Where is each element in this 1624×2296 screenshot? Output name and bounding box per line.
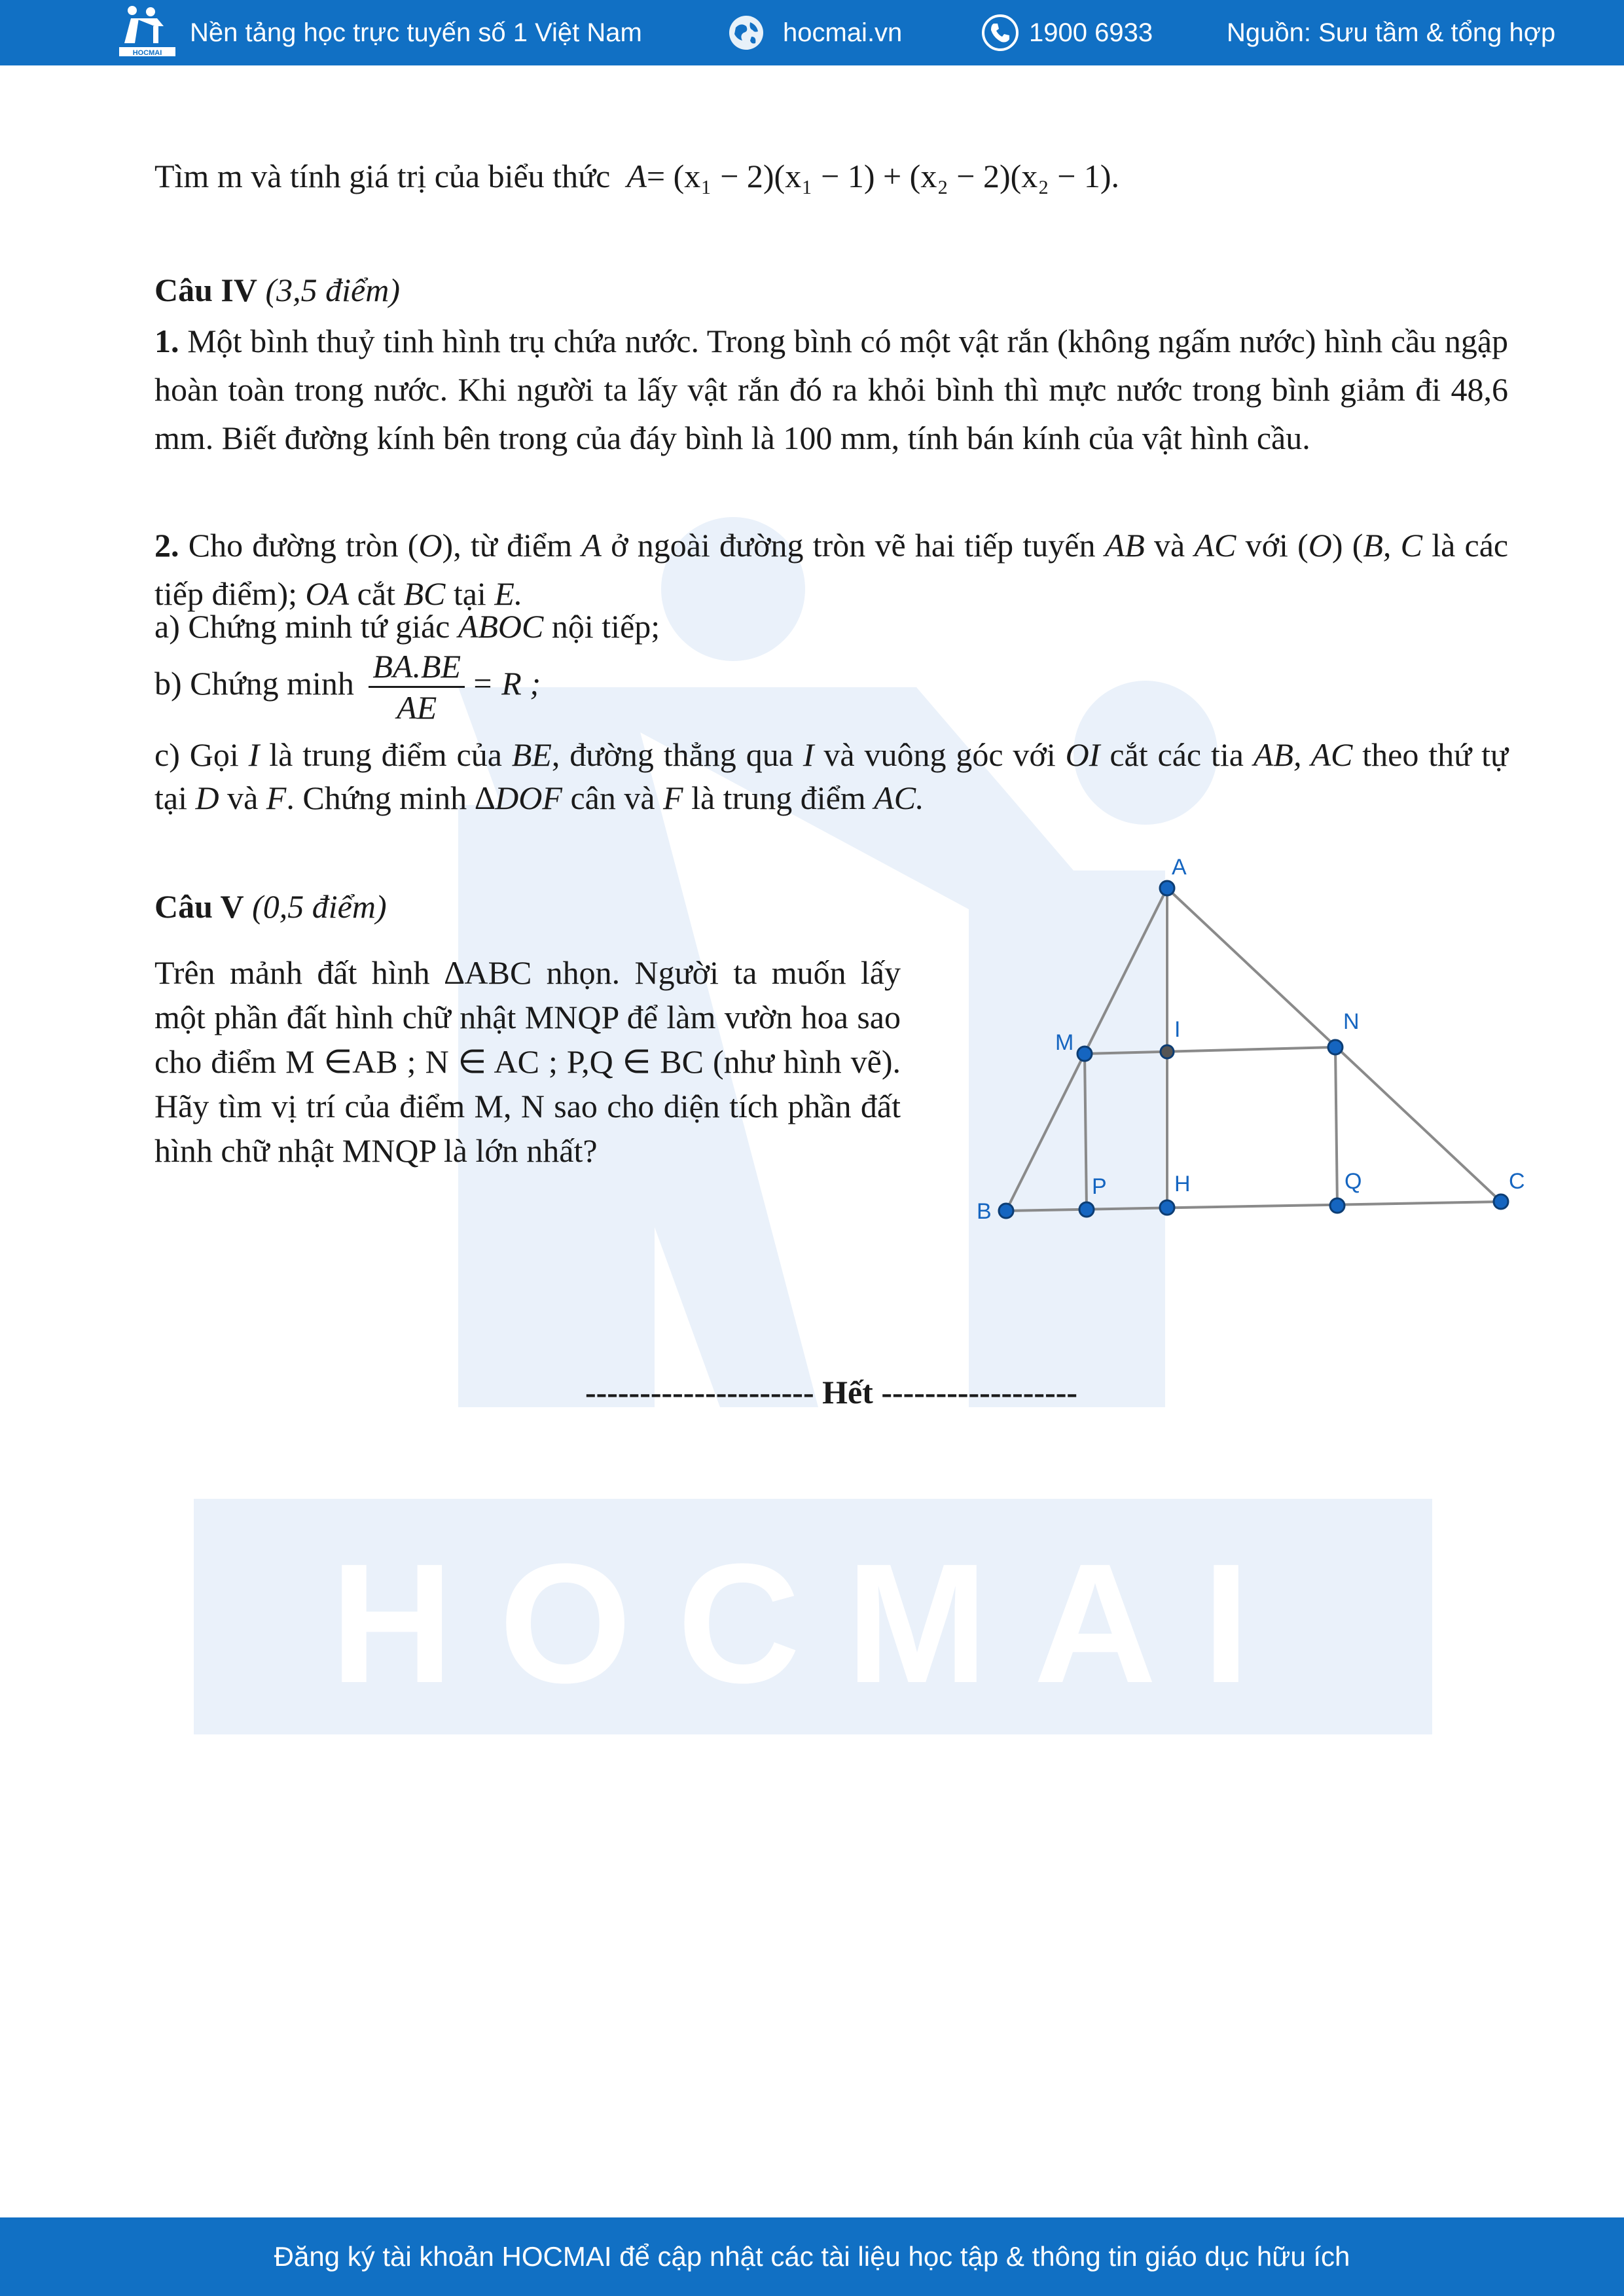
q4-c-var: F — [663, 780, 683, 816]
point-n — [1328, 1040, 1343, 1054]
intro-text: Tìm m và tính giá trị của biểu thức — [154, 158, 611, 194]
q5-title: Câu V — [154, 888, 244, 925]
phone-icon — [981, 13, 1020, 52]
watermark-text: HOCMAI — [330, 1529, 1296, 1719]
q4-p2-text: ) ( — [1331, 527, 1363, 564]
formula: = (x₁ − 2)(x₁ − 1) + (x₂ − 2)(x₂ − 1). — [646, 158, 1120, 194]
q4-p2-text: với ( — [1245, 527, 1308, 564]
point-b — [999, 1204, 1013, 1218]
q4-p2-var: AB — [1104, 527, 1145, 564]
segment-nq — [1335, 1047, 1337, 1206]
q4-c-text: và — [227, 780, 259, 816]
formula-lhs: A — [626, 158, 647, 194]
point-m — [1077, 1047, 1092, 1061]
footer-text[interactable]: Đăng ký tài khoản HOCMAI để cập nhật các tài liệu học tập & thông tin giáo dục hữu ích — [274, 2241, 1350, 2272]
point-a — [1160, 881, 1174, 895]
q4-p2-text: Cho đường tròn ( — [188, 527, 419, 564]
q4-p1-number: 1. — [154, 323, 179, 359]
label-m: M — [1055, 1030, 1074, 1055]
q4-c-var: AC. — [874, 780, 924, 816]
q4-p2-var: O — [418, 527, 442, 564]
q4-c-var: BE — [511, 736, 552, 773]
end-marker: --------------------- Hết ------------------ — [585, 1374, 1078, 1410]
label-c: C — [1509, 1169, 1525, 1194]
q4-p2-var: E. — [494, 575, 523, 612]
q4-b-text: b) Chứng minh — [154, 664, 354, 702]
header-phone[interactable]: 1900 6933 — [1029, 18, 1153, 47]
q4-heading — [154, 266, 1508, 314]
header-tagline: Nền tảng học trực tuyến số 1 Việt Nam — [190, 18, 642, 47]
label-h: H — [1174, 1172, 1191, 1196]
label-n: N — [1343, 1009, 1360, 1034]
label-b: B — [977, 1199, 992, 1224]
q4-p2-var: C — [1400, 527, 1423, 564]
q4-p2-var: A — [581, 527, 602, 564]
q5-points: (0,5 điểm) — [252, 888, 387, 925]
q4-b-fraction — [369, 647, 465, 727]
q4-p2-var: OA — [305, 575, 350, 612]
logo-text: HOCMAI — [132, 49, 162, 57]
q4-a-var: ABOC — [458, 608, 544, 645]
point-c — [1494, 1194, 1508, 1209]
q4-part2c — [154, 733, 1508, 819]
q4-p2-text: tại — [453, 575, 486, 612]
q4-c-text: là trung điểm của — [269, 736, 502, 773]
q4-title: Câu IV — [154, 272, 257, 308]
footer-bar — [0, 2217, 1624, 2296]
q4-p2-number: 2. — [154, 527, 179, 564]
q4-p2-text: là các tiếp điểm); — [154, 527, 1509, 612]
q4-c-text: cân và — [570, 780, 655, 816]
header-source: Nguồn: Sưu tầm & tổng hợp — [1227, 18, 1556, 47]
q4-c-text: cắt các tia — [1110, 736, 1244, 773]
q4-c-text: c) Gọi — [154, 736, 239, 773]
q4-points: (3,5 điểm) — [265, 272, 400, 308]
point-q — [1330, 1198, 1344, 1213]
q4-p2-text: ở ngoài đường tròn vẽ hai tiếp tuyến — [611, 527, 1096, 564]
hocmai-logo — [117, 4, 178, 59]
q4-c-var: OI — [1065, 736, 1100, 773]
q4-p2-var: AC — [1194, 527, 1236, 564]
q4-p2-var: B, — [1363, 527, 1392, 564]
q4-a-text: nội tiếp; — [551, 608, 660, 645]
label-a: A — [1172, 855, 1187, 880]
q4-p1-text: Một bình thuỷ tinh hình trụ chứa nước. Trong bình có một vật rắn (không ngấm nước) hình cầu ngập hoàn toàn trong nước. Khi người ta lấy vật rắn đó ra khỏi bình thì mực nước trong bình giảm đi 48,6 mm. Biết đường kính bên trong của đáy bình là 100 mm, tính bán kính của vật hình cầu. — [154, 323, 1509, 456]
triangle-figure — [962, 844, 1538, 1237]
q4-c-text: , đường thẳng qua — [551, 736, 793, 773]
q4-part1 — [154, 317, 1508, 462]
q4-part2a — [154, 602, 1508, 651]
segment-mp — [1085, 1054, 1087, 1210]
label-p: P — [1092, 1174, 1107, 1199]
q4-c-var: I — [803, 736, 814, 773]
fraction-numerator: BA.BE — [369, 647, 465, 688]
fraction-denominator: AE — [397, 689, 437, 726]
q4-c-var: AB, AC — [1253, 736, 1353, 773]
q4-p2-text: ), từ điểm — [442, 527, 573, 564]
intro-line — [154, 152, 1508, 200]
q4-c-text: theo thứ tự tại — [154, 736, 1509, 816]
q4-p2-text: cắt — [357, 575, 395, 612]
q5-text: Trên mảnh đất hình ∆ABC nhọn. Người ta muốn lấy một phần đất hình chữ nhật MNQP để làm vườn hoa sao cho điểm M ∈AB ; N ∈ AC ; P,Q ∈ BC (như hình vẽ). Hãy tìm vị trí của điểm M, N sao cho diện tích phần đất hình chữ nhật MNQP là lớn nhất? — [154, 954, 901, 1169]
q4-a-text: a) Chứng minh tứ giác — [154, 608, 450, 645]
q4-p2-var: O — [1308, 527, 1332, 564]
header-website[interactable]: hocmai.vn — [783, 18, 903, 47]
segment-mn — [1085, 1047, 1335, 1054]
q4-p2-text: và — [1154, 527, 1185, 564]
q4-c-var: D — [195, 780, 219, 816]
globe-icon — [727, 13, 766, 52]
header-bar — [0, 0, 1624, 65]
q4-b-rhs: = R ; — [471, 664, 541, 702]
q4-c-var: DOF — [495, 780, 562, 816]
point-i — [1161, 1045, 1174, 1058]
point-h — [1160, 1200, 1174, 1215]
q4-c-text: và vuông góc với — [823, 736, 1056, 773]
q4-c-var: I — [248, 736, 260, 773]
q4-c-text: . Chứng minh ∆ — [286, 780, 496, 816]
label-i: I — [1174, 1017, 1181, 1042]
q4-c-text: là trung điểm — [691, 780, 866, 816]
q4-c-var: F — [266, 780, 287, 816]
q4-part2b — [154, 647, 1508, 727]
label-q: Q — [1344, 1169, 1362, 1194]
q4-p2-var: BC — [403, 575, 446, 612]
point-p — [1079, 1202, 1094, 1217]
